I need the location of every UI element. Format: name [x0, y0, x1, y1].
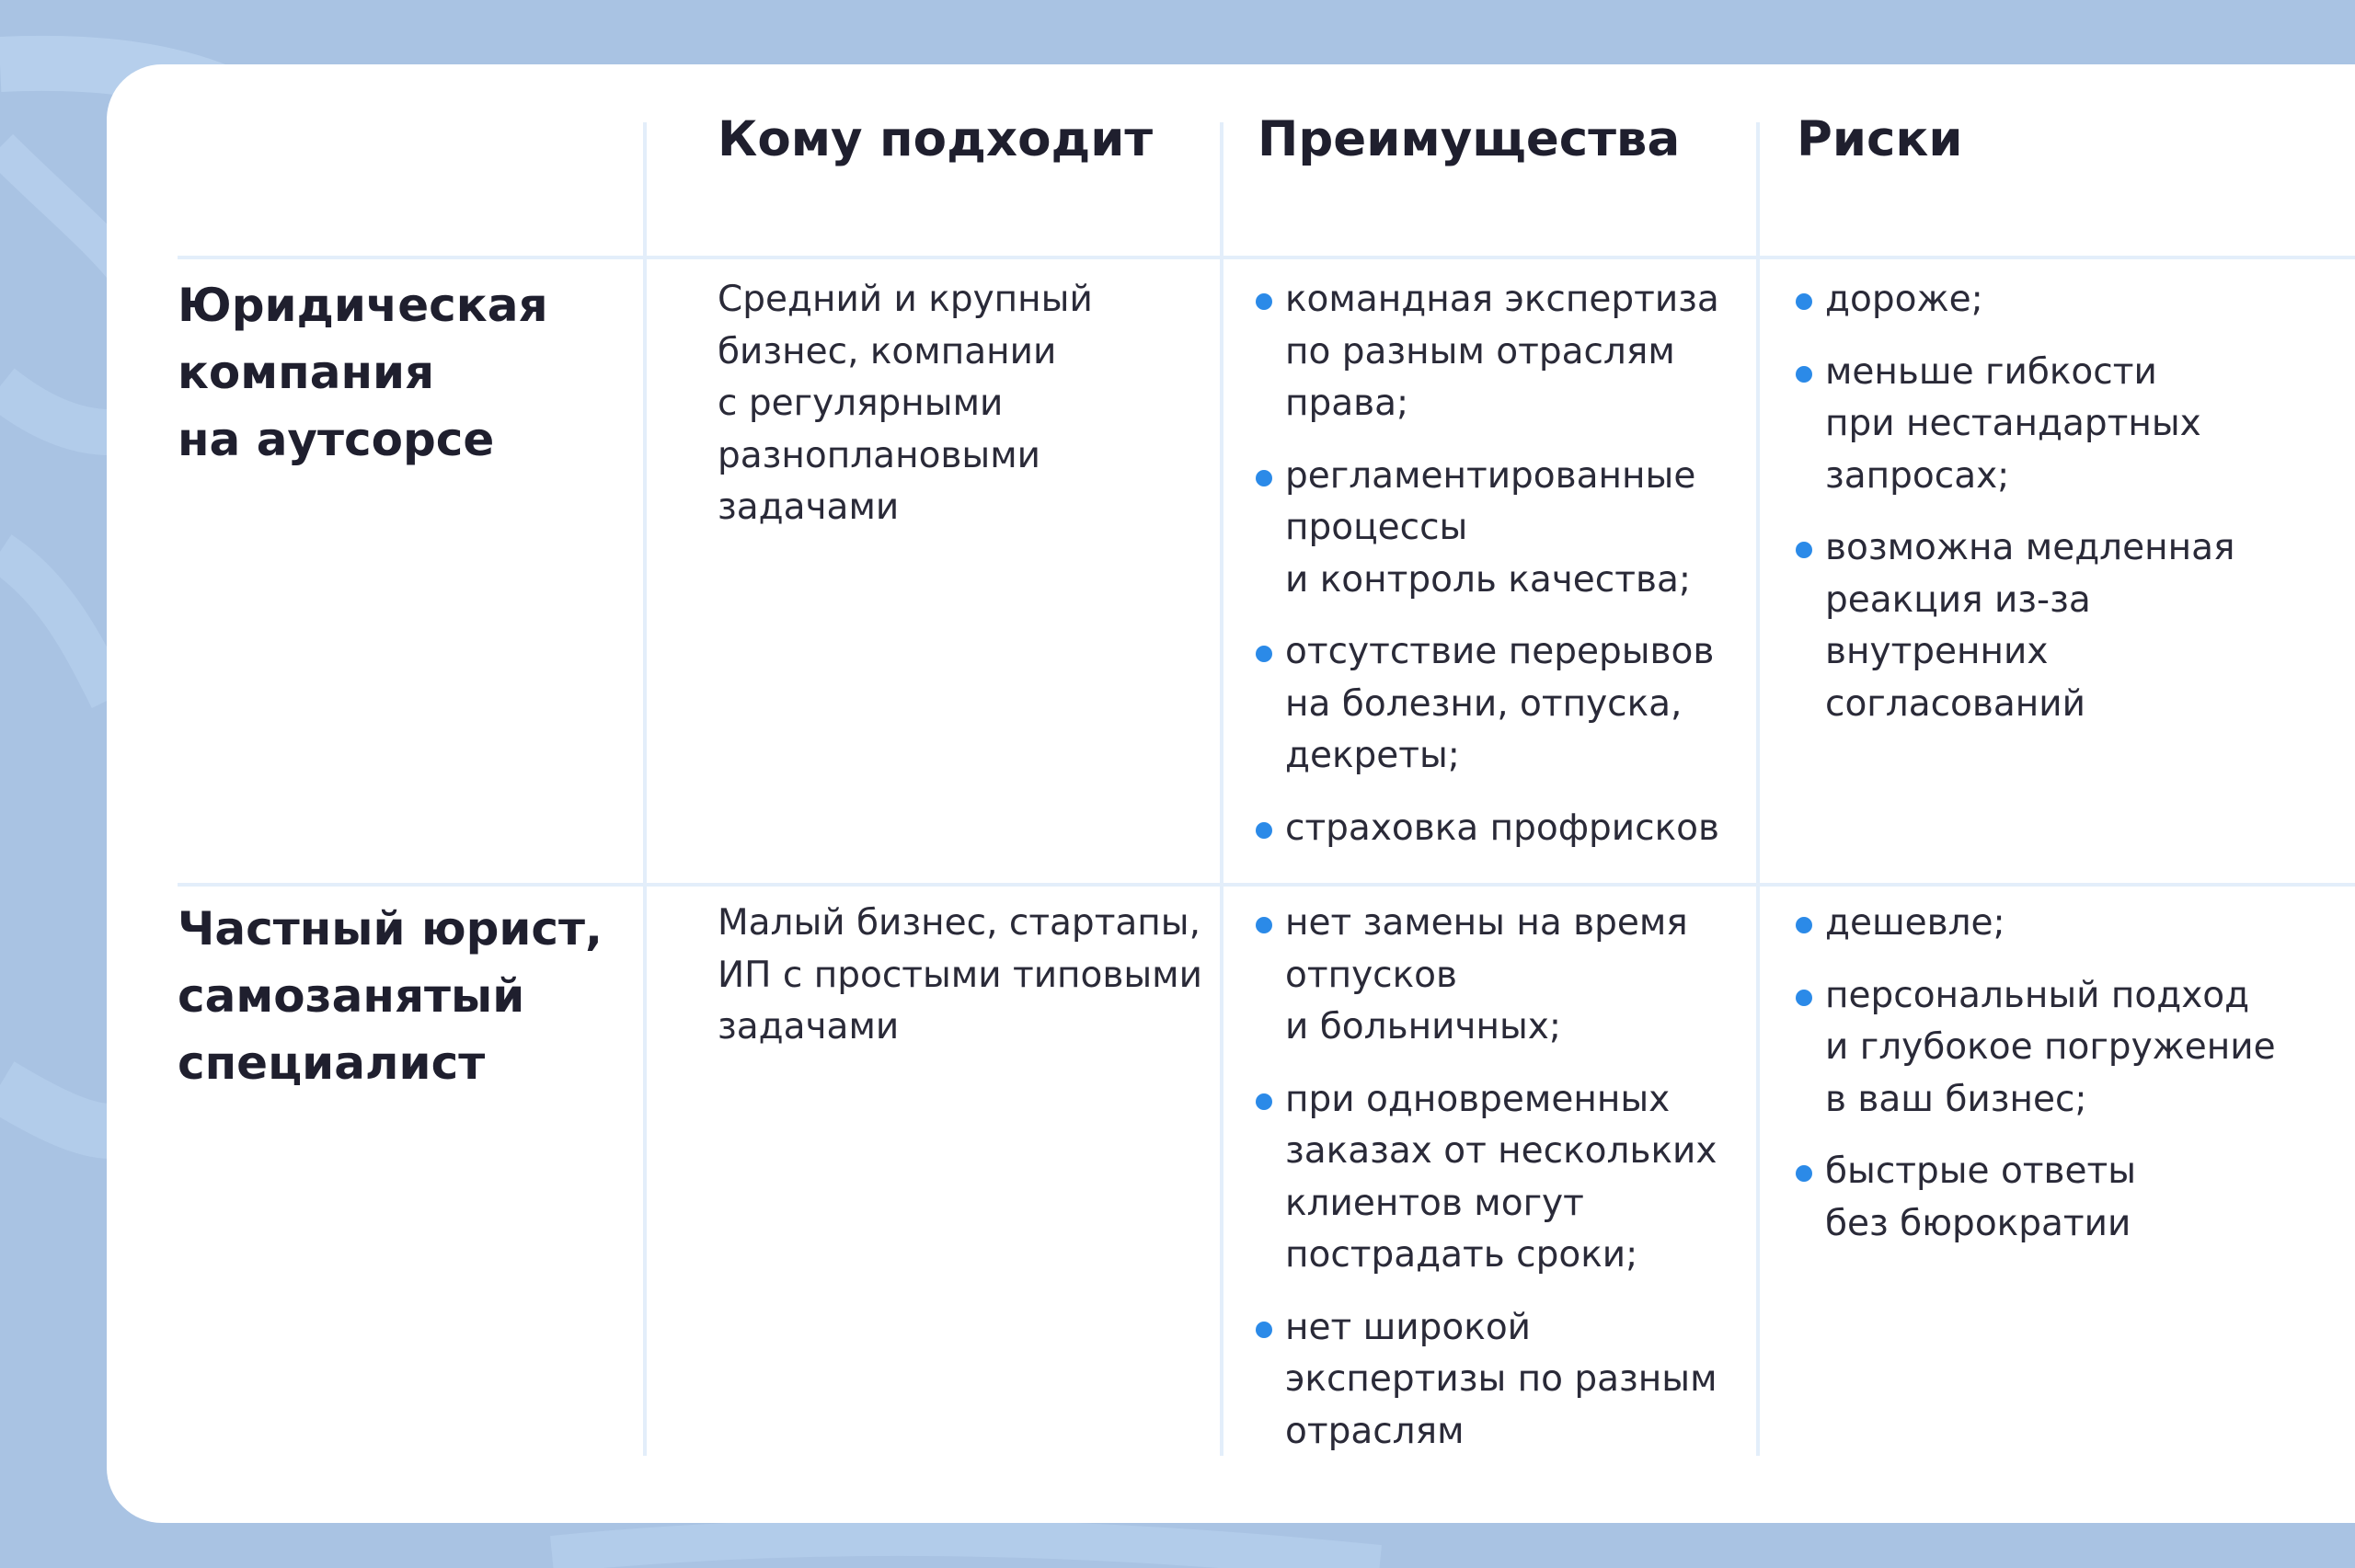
column-divider — [1220, 122, 1223, 1456]
list-item: отсутствие перерывов на болезни, отпуска, декреты; — [1256, 626, 1752, 783]
advantages-list-private-lawyer — [1256, 898, 1752, 1478]
list-item: меньше гибкости при нестандартных запросах; — [1796, 347, 2348, 503]
list-item: страховка профрисков — [1256, 803, 1752, 855]
bullet-dot — [1256, 470, 1272, 486]
bullet-dot — [1256, 293, 1272, 310]
bullet-dot — [1256, 1322, 1272, 1338]
header-who: Кому подходит — [718, 111, 1154, 167]
bullet-dot — [1796, 1165, 1812, 1182]
list-item: командная экспертиза по разным отраслям права; — [1256, 274, 1752, 430]
row-divider — [178, 256, 2355, 259]
row-title-law-firm: Юридическая компания на аутсорсе — [178, 279, 548, 466]
row-who-law-firm: Средний и крупный бизнес, компании с регулярными разноплановыми задачами — [718, 279, 1093, 528]
row-divider — [178, 883, 2355, 887]
row-who-private-lawyer: Малый бизнес, стартапы, ИП с простыми типовыми задачами — [718, 902, 1202, 1047]
list-item: возможна медленная реакция из-за внутренних согласований — [1796, 522, 2348, 730]
list-item: нет замены на время отпусков и больничных; — [1256, 898, 1752, 1054]
bullet-dot — [1796, 990, 1812, 1006]
list-item: при одновременных заказах от нескольких клиентов могут пострадать сроки; — [1256, 1074, 1752, 1282]
list-item: дороже; — [1796, 274, 2348, 326]
header-risks: Риски — [1797, 111, 1963, 167]
advantages-list-law-firm — [1256, 274, 1752, 875]
risks-list-private-lawyer — [1796, 898, 2348, 1270]
risks-list-law-firm — [1796, 274, 2348, 750]
bullet-dot — [1256, 822, 1272, 839]
bullet-dot — [1256, 917, 1272, 933]
list-item: быстрые ответы без бюрократии — [1796, 1146, 2348, 1250]
bullet-dot — [1796, 542, 1812, 558]
header-advantages: Преимущества — [1258, 111, 1681, 167]
bullet-dot — [1796, 917, 1812, 933]
list-item: дешевле; — [1796, 898, 2348, 950]
list-item: регламентированные процессы и контроль качества; — [1256, 451, 1752, 607]
bullet-dot — [1796, 293, 1812, 310]
bullet-dot — [1796, 366, 1812, 383]
bullet-dot — [1256, 1093, 1272, 1110]
list-item: персональный подход и глубокое погружение в ваш бизнес; — [1796, 970, 2348, 1127]
column-divider — [1756, 122, 1760, 1456]
row-title-private-lawyer: Частный юрист, самозанятый специалист — [178, 902, 603, 1090]
bullet-dot — [1256, 646, 1272, 662]
column-divider — [643, 122, 647, 1456]
list-item: нет широкой экспертизы по разным отраслям — [1256, 1302, 1752, 1459]
